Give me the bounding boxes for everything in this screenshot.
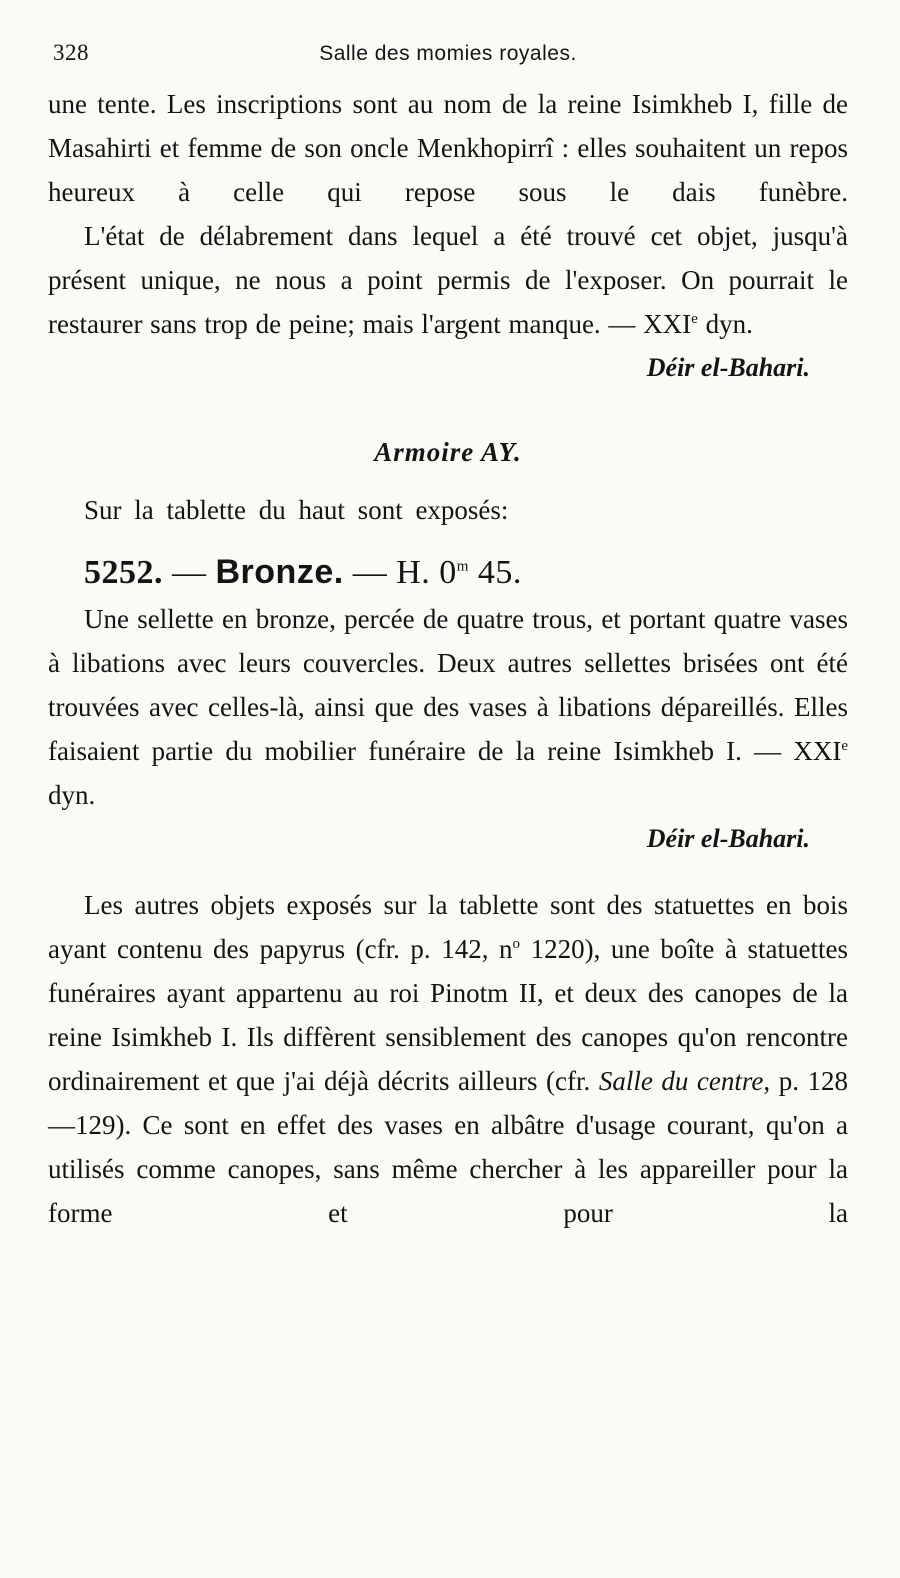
catalogue-number: 5252. [84, 554, 163, 591]
section-heading: Armoire AY. [374, 437, 522, 467]
height-value: 45. [468, 554, 522, 591]
superscript: e [841, 738, 848, 754]
paragraph-tent-inscriptions: une tente. Les inscriptions sont au nom de la reine Isimkheb I, fille de Masahirti et femme de son oncle Menkhopirrî : elles souhaitent un repos heureux à celle qui repose sous le dais funèbre. [48, 89, 848, 207]
running-head [48, 30, 848, 82]
book-page [48, 30, 848, 1235]
paragraph-other-objects [48, 883, 848, 1235]
section-intro: Sur la tablette du haut sont exposés: [84, 495, 509, 525]
dynasty-suffix: dyn. [48, 780, 96, 810]
italic-reference: Salle du centre [598, 1066, 764, 1096]
provenance-label: Déir el-Bahari. [646, 353, 810, 382]
dash-separator: — [163, 554, 216, 591]
paragraph-text: 1220), une boîte à statuettes funéraires ayant appartenu au roi Pinotm II, et deux des canopes de la reine Isimkheb I. Ils diffèrent sensiblement des canopes qu'on rencontre ordinairement et que j'ai déjà décrits ailleurs (cfr. [48, 934, 848, 1096]
paragraph-text: L'état de délabrement dans lequel a été trouvé cet objet, jusqu'à présent unique, ne nous a point permis de l'exposer. On pourrait le restaurer sans trop de peine; mais l'argent manque. — XXI [48, 221, 848, 339]
catalogue-description [48, 597, 848, 817]
material-label: Bronze. [215, 553, 344, 591]
paragraph-state-of-object [48, 214, 848, 346]
dynasty-suffix: dyn. [697, 309, 753, 339]
page-number: 328 [53, 40, 89, 65]
description-text: Une sellette en bronze, percée de quatre trous, et portant quatre vases à libations avec leurs couvercles. Deux autres sellettes brisées ont été trouvées avec celles-là, ainsi que des vases à libations dépareillés. Elles faisaient partie du mobilier funéraire de la reine Isimkheb I. — XXI [48, 604, 848, 766]
catalogue-entry-heading [48, 548, 848, 597]
height-label: H. 0 [396, 554, 457, 591]
dash-separator: — [343, 554, 397, 591]
superscript: o [512, 936, 521, 952]
superscript: e [691, 311, 698, 327]
paragraph-text: Les autres objets exposés sur la tablette sont des statuettes en bois ayant contenu des papyrus (cfr. p. 142, n [48, 890, 848, 964]
running-title: Salle des momies royales. [319, 42, 577, 65]
provenance-label: Déir el-Bahari. [646, 824, 810, 853]
paragraph-text: , p. 128—129). Ce sont en effet des vases en albâtre d'usage courant, qu'on a utilisés comme canopes, sans même chercher à les appareiller pour la forme et pour la [48, 1066, 848, 1228]
superscript: m [456, 558, 469, 575]
